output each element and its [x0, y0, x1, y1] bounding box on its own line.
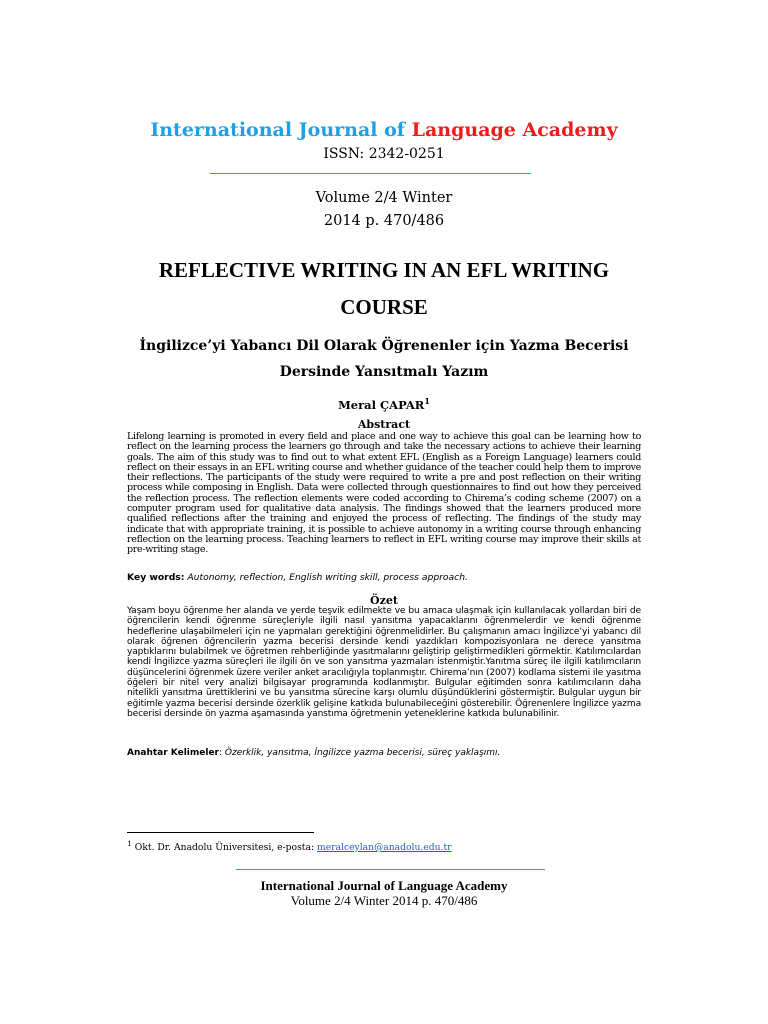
- keywords: [127, 572, 468, 583]
- author-footnote-mark: 1: [424, 396, 430, 406]
- article-subtitle-line2: Dersinde Yansıtmalı Yazım: [279, 364, 489, 380]
- journal-title-part1: International Journal of: [150, 119, 405, 141]
- footnote: [127, 839, 452, 853]
- footnote-text: Okt. Dr. Anadolu Üniversitesi, e-posta:: [134, 842, 315, 854]
- ozet-body: Yaşam boyu öğrenme her alanda ve yerde teşvik edilmekte ve bu amaca ulaşmak için kullanılacak yollardan biri de öğrencilerin kendi öğrenme süreçleriyle ilgili nasıl yansıtma yapacaklarını öğrenmelerdir ve kendi öğrenme hedeflerine ulaşabilmeleri için ne yapmaları gerektiğini öğrenmelidirler. Bu çalışmanın amacı İngilizce’yi yabancı dil olarak öğrenen öğrencilerin yazma becerisi dersinde kendi yazdıkları kompozisyonlara ne derece yansıtma yaptıklarını bulabilmek ve öğretmen rehberliğinde yasıtmalarını geliştirip geliştirmedikleri görmektir. Katılımcılardan kendi İngilizce yazma süreçleri ile ilgili ön ve son yansıtma yazmaları istenmiştir.Yanıtma süreç ile ilgili katılımcıların düşüncelerini öğrenmek üzere veriler anket aracılığıyla toplanmıştır. Chirema’nın (2007) kodlama sistemi ile yasıtma öğeleri bir nitel very analizi bilgisayar programında kodlanmıştır. Bulgular eğitimden sonra katılımcıların daha nitelikli yansıtma ürettiklerini ve bu yansıtma sürecine karşı olumlu düşündüklerini göstermiştir. Bulgular uygun bir eğitimle yazma becerisi dersinde özerklik gelişine katkıda bulunabileceğini gösterebilir. Öğrenenlere İngilizce yazma becerisi dersinde ön yazma aşamasında yanstıma öğretmenin yeteneklerine katkıda bulunabilinir.: [127, 606, 641, 719]
- journal-title: [0, 119, 768, 141]
- anahtar-label: Anahtar Kelimeler: [127, 748, 219, 758]
- journal-title-part2: Language Academy: [411, 119, 618, 141]
- page-range: 2014 p. 470/486: [323, 213, 445, 229]
- issn: ISSN: 2342-0251: [323, 146, 445, 162]
- anahtar-text: Özerklik, yansıtma, İngilizce yazma becerisi, süreç yaklaşımı.: [224, 748, 501, 758]
- article-title-line1: REFLECTIVE WRITING IN AN EFL WRITING: [158, 258, 610, 282]
- author-email-link[interactable]: meralceylan@anadolu.edu.tr: [317, 842, 452, 854]
- header-divider: [210, 173, 531, 174]
- keywords-label: Key words:: [127, 572, 185, 583]
- anahtar-kelimeler: Anahtar Kelimeler: Özerklik, yansıtma, İngilizce yazma becerisi, süreç yaklaşımı.: [127, 748, 501, 758]
- article-subtitle: [0, 333, 768, 385]
- article-subtitle-line1: İngilizce’yi Yabancı Dil Olarak Öğrenenler için Yazma Becerisi: [139, 338, 629, 354]
- article-title: [0, 252, 768, 326]
- abstract-body: Lifelong learning is promoted in every field and place and one way to achieve this goal can be learning how to reflect on the learning process the learners go through and take the necessary actions to achieve their learning goals. The aim of this study was to find out to what extent EFL (English as a Foreign Language) learners could reflect on their essays in an EFL writing course and whether guidance of the teacher could help them to improve their reflections. The participants of the study were required to write a pre and post reflection on their writing process while composing in English. Data were collected through questionnaires to find out how they perceived the reflection process. The reflection elements were coded according to Chirema’s coding scheme (2007) on a computer program used for qualitative data analysis. The findings showed that the learners produced more qualified reflections after the training and enjoyed the process of reflecting. The findings of the study may indicate that with appropriate training, it is possible to achieve autonomy in a writing course through enhancing reflection on the learning process. Teaching learners to reflect in EFL writing course may improve their skills at pre-writing stage.: [127, 431, 641, 556]
- volume-info: Volume 2/4 Winter: [315, 190, 453, 206]
- footer-divider: [236, 869, 545, 870]
- keywords-text: Autonomy, reflection, English writing skill, process approach.: [187, 572, 468, 583]
- article-title-line2: COURSE: [340, 295, 428, 319]
- abstract-heading: Abstract: [357, 418, 411, 431]
- footer-volume: Volume 2/4 Winter 2014 p. 470/486: [290, 893, 478, 908]
- ozet-heading: Özet: [370, 594, 398, 607]
- footer-journal: International Journal of Language Academy: [260, 878, 508, 893]
- author-name: [0, 396, 768, 412]
- footnote-divider: [127, 832, 314, 833]
- author-name-text: Meral ÇAPAR: [338, 397, 425, 412]
- footnote-mark: 1: [127, 839, 132, 848]
